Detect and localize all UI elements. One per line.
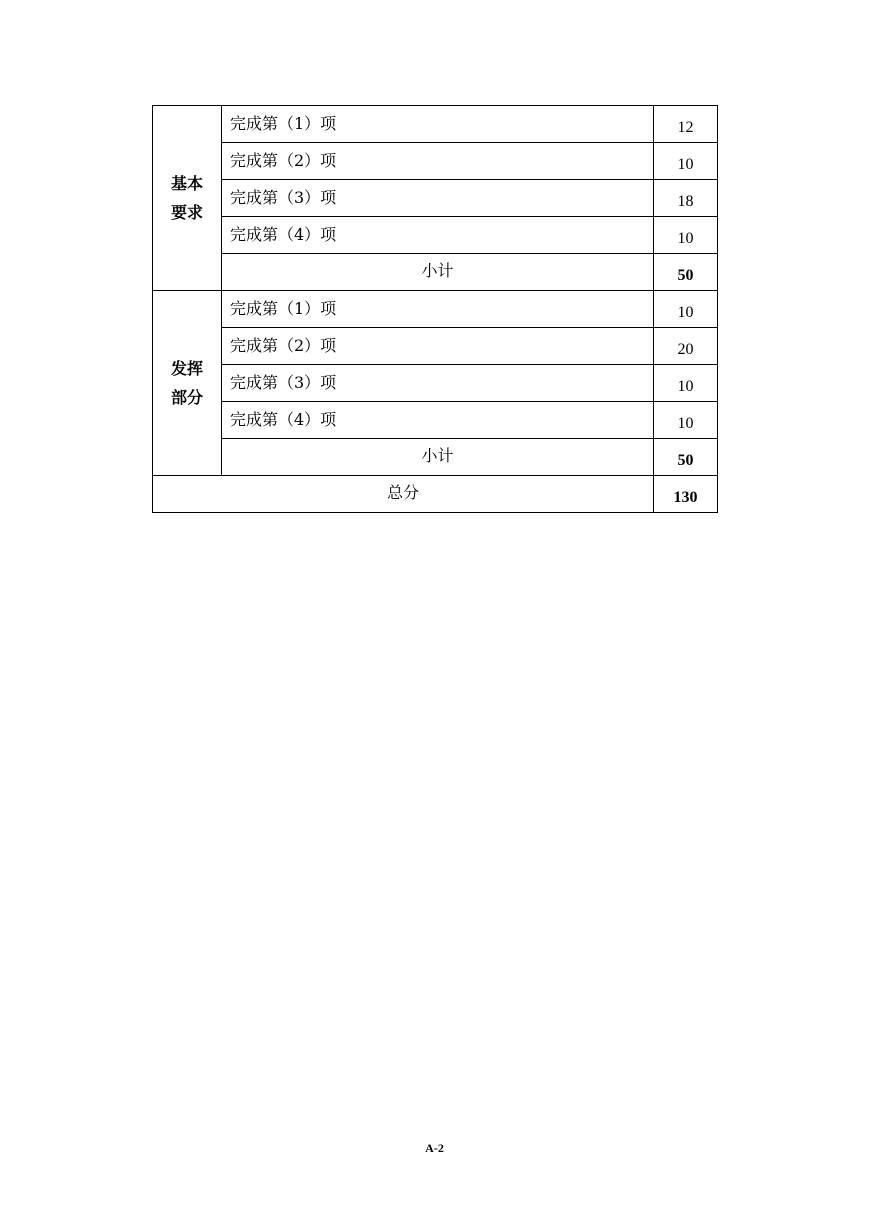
item-label: 完成第（1）项 xyxy=(222,291,654,328)
table-row xyxy=(153,365,718,402)
score-table xyxy=(152,105,718,513)
item-score: 10 xyxy=(654,143,718,180)
table-row xyxy=(153,180,718,217)
subtotal-label: 小计 xyxy=(222,439,654,476)
item-score: 20 xyxy=(654,328,718,365)
item-label: 完成第（2）项 xyxy=(222,143,654,180)
category-label-line2: 部分 xyxy=(170,388,203,407)
total-label: 总分 xyxy=(153,476,654,513)
total-row xyxy=(153,476,718,513)
item-label: 完成第（1）项 xyxy=(222,106,654,143)
subtotal-row xyxy=(153,254,718,291)
subtotal-score: 50 xyxy=(654,439,718,476)
category-basic-requirements xyxy=(153,106,222,291)
item-label: 完成第（4）项 xyxy=(222,402,654,439)
category-label-line2: 要求 xyxy=(170,203,203,222)
table-row xyxy=(153,402,718,439)
category-label-line1: 发挥 xyxy=(170,359,203,378)
subtotal-score: 50 xyxy=(654,254,718,291)
table-row xyxy=(153,143,718,180)
item-score: 18 xyxy=(654,180,718,217)
total-score: 130 xyxy=(654,476,718,513)
item-score: 10 xyxy=(654,291,718,328)
page-number: A-2 xyxy=(425,1141,444,1155)
item-score: 12 xyxy=(654,106,718,143)
table-row xyxy=(153,328,718,365)
table-row xyxy=(153,106,718,143)
subtotal-row xyxy=(153,439,718,476)
item-label: 完成第（3）项 xyxy=(222,180,654,217)
item-label: 完成第（4）项 xyxy=(222,217,654,254)
item-score: 10 xyxy=(654,365,718,402)
subtotal-label: 小计 xyxy=(222,254,654,291)
item-label: 完成第（2）项 xyxy=(222,328,654,365)
category-extended-part xyxy=(153,291,222,476)
item-score: 10 xyxy=(654,402,718,439)
item-score: 10 xyxy=(654,217,718,254)
item-label: 完成第（3）项 xyxy=(222,365,654,402)
table-row xyxy=(153,217,718,254)
table-row xyxy=(153,291,718,328)
category-label-line1: 基本 xyxy=(170,174,203,193)
